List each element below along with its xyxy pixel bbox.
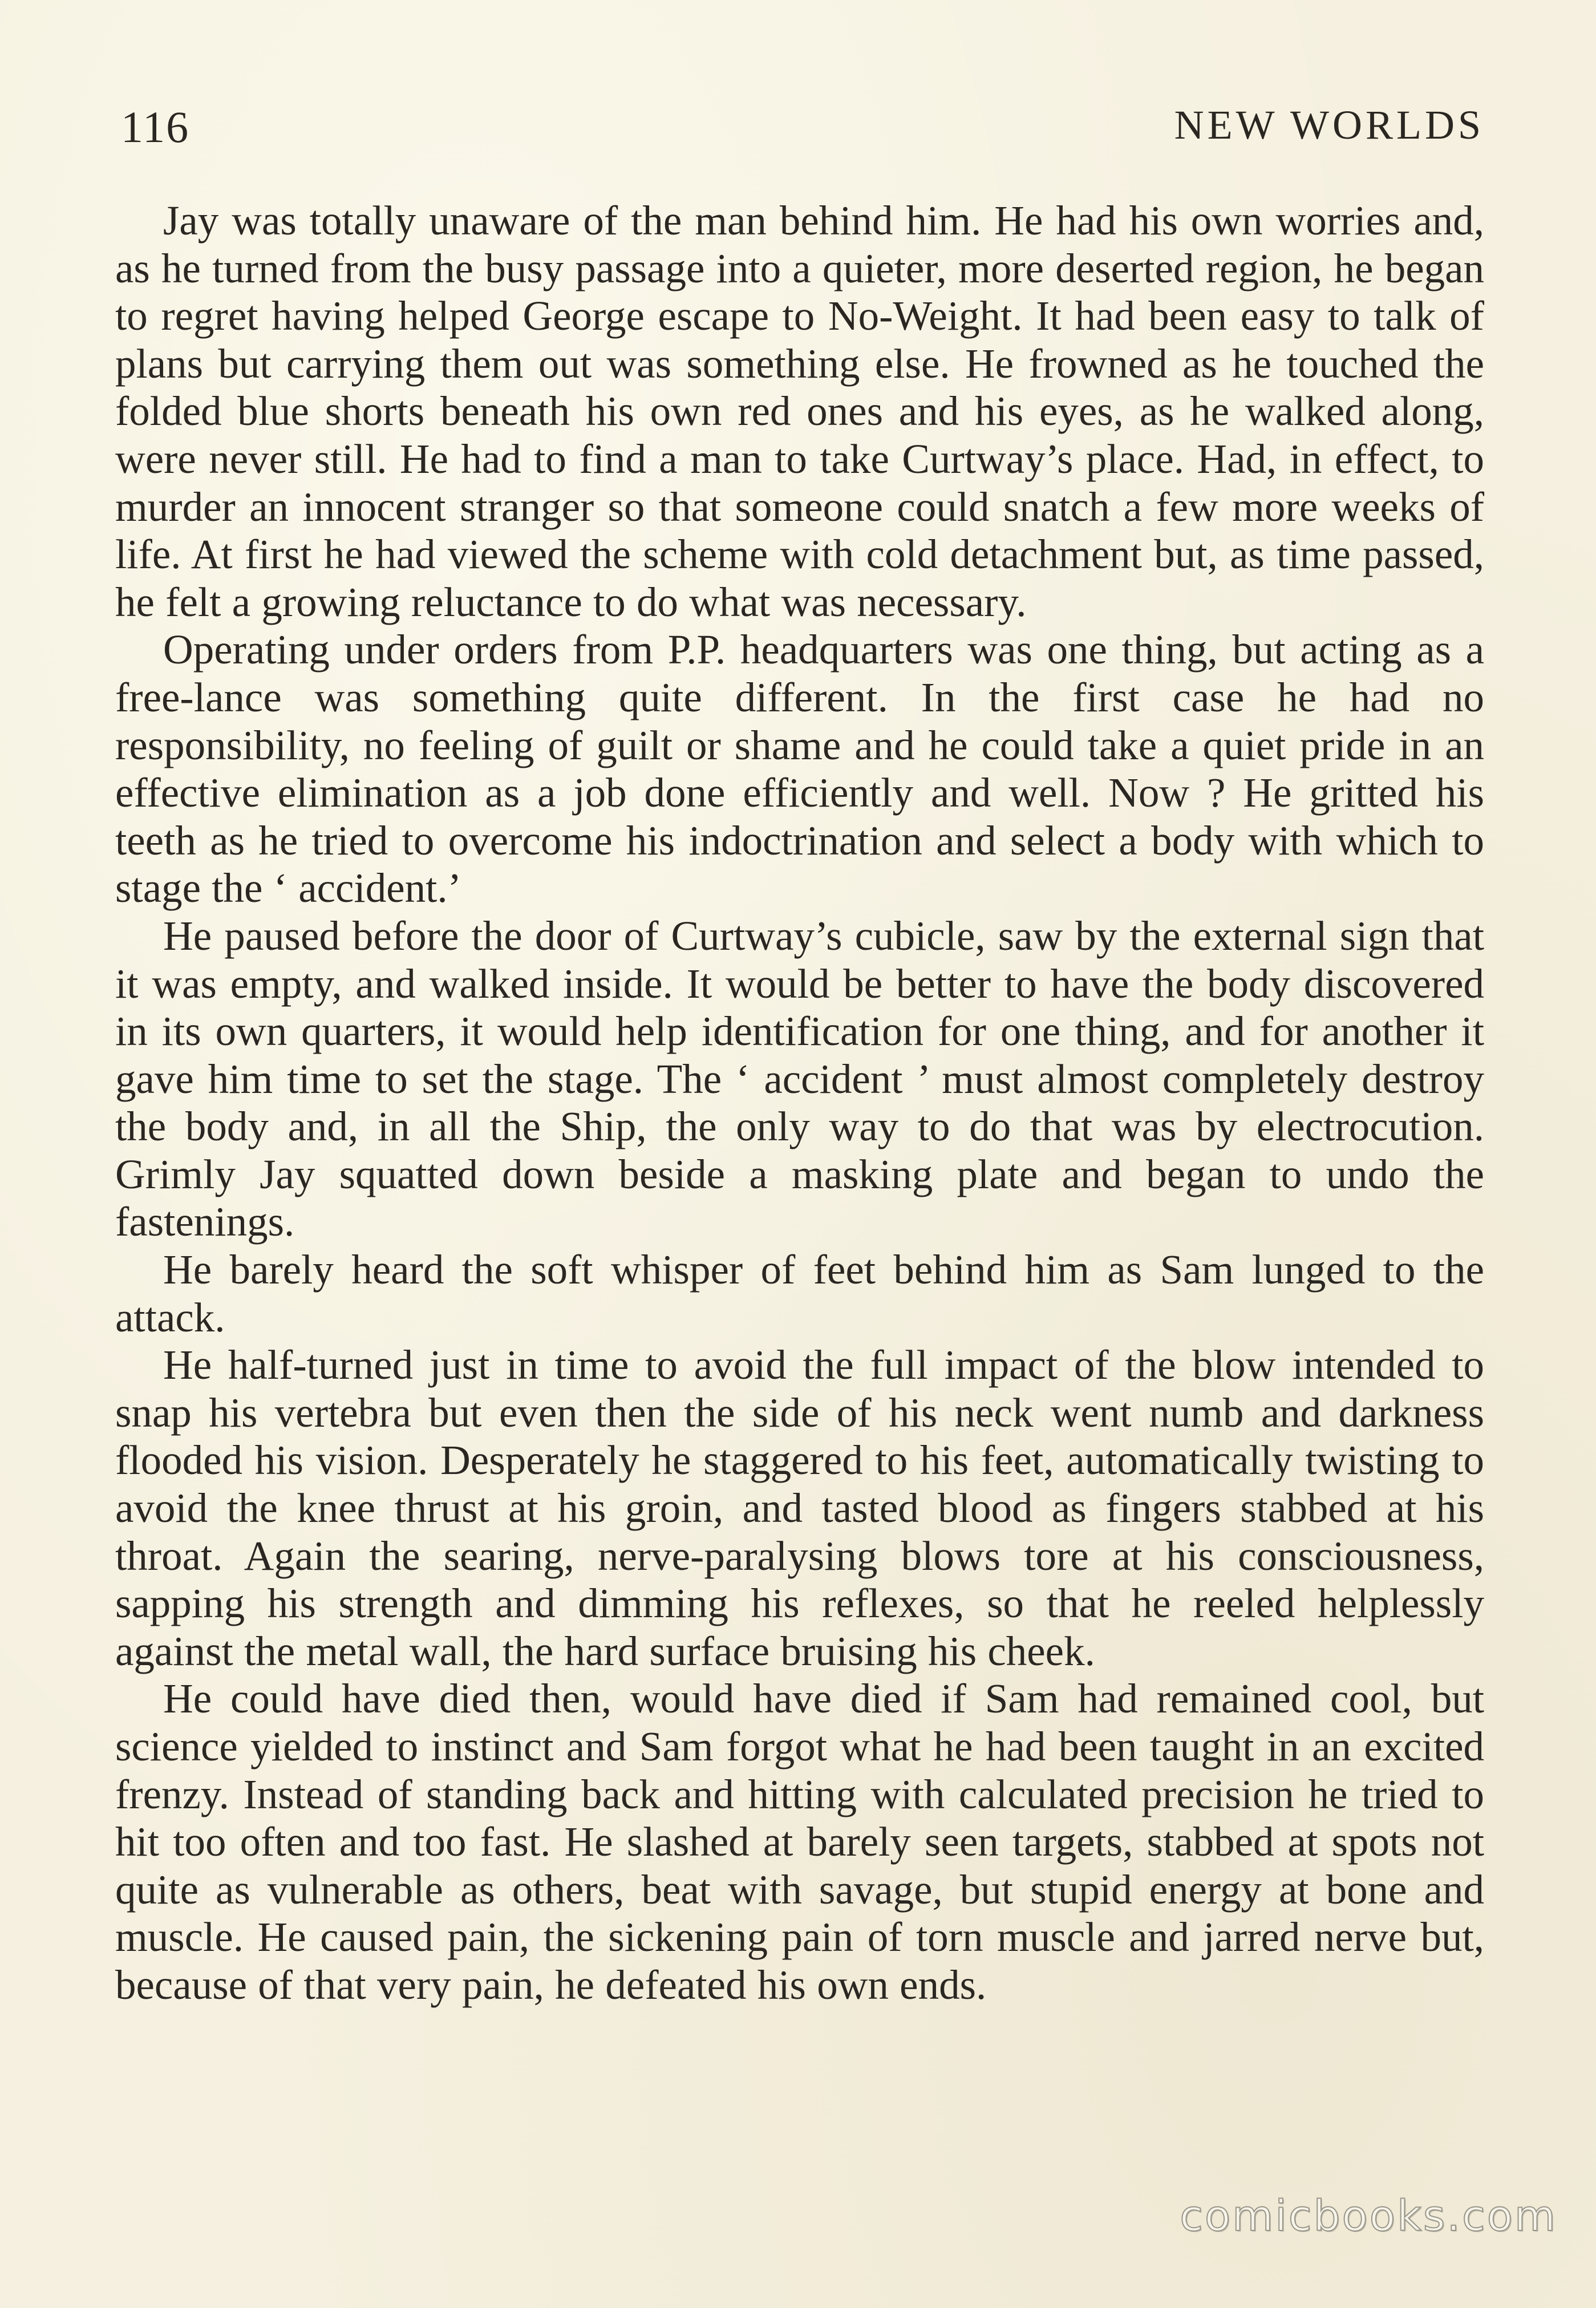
paragraph-3: He paused before the door of Curtway’s cubicle, saw by the external sign that it was empty, and walked inside. It would be better to have the body discovered in its own quarters, it would help identification for one thing, and for another it gave him time to set the stage. The ‘ accident ’ must almost completely destroy the body and, in all the Ship, the only way to do that was by electrocution. Grimly Jay squatted down beside a masking plate and began to undo the fastenings. bbox=[115, 912, 1484, 1245]
paragraph-6: He could have died then, would have died if Sam had remained cool, but science yielded to instinct and Sam forgot what he had been taught in an excited frenzy. Instead of standing back and hitting with calculated precision he tried to hit too often and too fast. He slashed at barely seen targets, stabbed at spots not quite as vulnerable as others, beat with savage, but stupid energy at bone and muscle. He caused pain, the sickening pain of torn muscle and jarred nerve but, because of that very pain, he defeated his own ends. bbox=[115, 1675, 1484, 2008]
running-title: NEW WORLDS bbox=[1174, 102, 1484, 148]
watermark: comicbooks.com bbox=[1180, 2192, 1557, 2241]
paragraph-1: Jay was totally unaware of the man behind him. He had his own worries and, as he turned from the busy passage into a quieter, more deserted region, he began to regret having helped George escape to No-Weight. It had been easy to talk of plans but carrying them out was something else. He frowned as he touched the folded blue shorts beneath his own red ones and his eyes, as he walked along, were never still. He had to find a man to take Curtway’s place. Had, in effect, to murder an innocent stranger so that someone could snatch a few more weeks of life. At first he had viewed the scheme with cold detachment but, as time passed, he felt a growing reluctance to do what was necessary. bbox=[115, 197, 1484, 625]
paragraph-2: Operating under orders from P.P. headquarters was one thing, but acting as a free-lance was something quite different. In the first case he had no responsibility, no feeling of guilt or shame and he could take a quiet pride in an effective elimination as a job done efficiently and well. Now ? He gritted his teeth as he tried to overcome his indoctrination and select a body with which to stage the ‘ accident.’ bbox=[115, 626, 1484, 912]
body-text bbox=[115, 197, 1484, 2009]
running-head bbox=[121, 102, 1484, 164]
paragraph-5: He half-turned just in time to avoid the full impact of the blow intended to snap his vertebra but even then the side of his neck went numb and darkness flooded his vision. Desperately he staggered to his feet, automatically twisting to avoid the knee thrust at his groin, and tasted blood as fingers stabbed at his throat. Again the searing, nerve-paralysing blows tore at his consciousness, sapping his strength and dimming his reflexes, so that he reeled helplessly against the metal wall, the hard surface bruising his cheek. bbox=[115, 1342, 1484, 1674]
page-number: 116 bbox=[121, 102, 190, 152]
paragraph-4: He barely heard the soft whisper of feet behind him as Sam lunged to the attack. bbox=[115, 1246, 1484, 1341]
